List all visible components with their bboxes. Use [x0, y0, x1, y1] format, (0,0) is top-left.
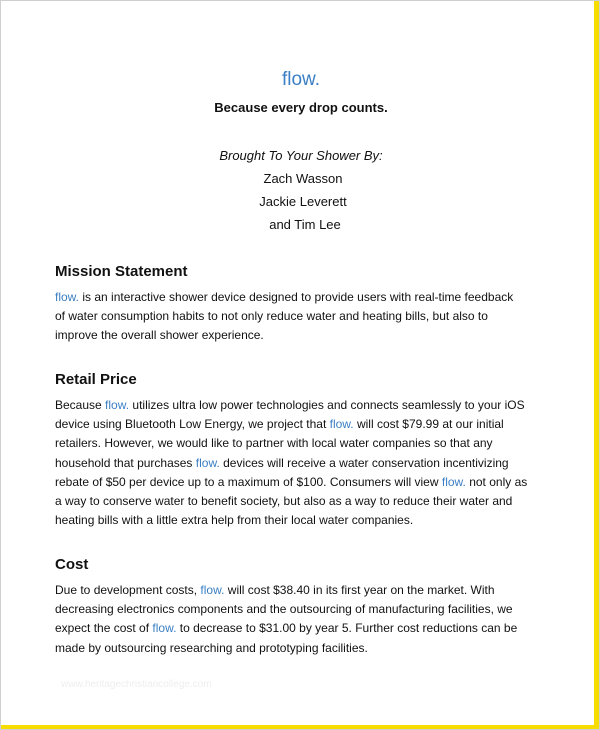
text-segment: expect the cost of: [55, 621, 153, 636]
bottom-accent-bar: [1, 725, 599, 729]
cost-paragraph: [55, 581, 555, 658]
retail-heading: Retail Price: [55, 371, 137, 388]
paragraph-line: [55, 639, 555, 658]
text-segment: utilizes ultra low power technologies and connects seamlessly to your iOS: [129, 398, 525, 412]
text-segment: made by outsourcing researching and prototyping facilities.: [55, 640, 368, 655]
paragraph-line: [55, 326, 555, 345]
brand-name: flow.: [329, 417, 354, 432]
text-segment: is an interactive shower device designed to provide users with real-time feedback: [79, 290, 514, 304]
paragraph-line: [55, 581, 555, 600]
text-segment: retailers. However, we would like to partner with local water companies so that any: [55, 436, 493, 451]
text-segment: heating bills with a little extra help from their local water companies.: [55, 513, 414, 528]
paragraph-line: [55, 492, 555, 511]
brand-name: flow.: [200, 583, 225, 597]
brought-by-line: Brought To Your Shower By:: [219, 148, 383, 163]
paragraph-line: [55, 434, 555, 453]
text-segment: device using Bluetooth Low Energy, we project that: [55, 417, 330, 432]
paragraph-line: [55, 396, 555, 415]
text-segment: will cost $79.99 at our initial: [353, 417, 504, 432]
mission-paragraph: [55, 288, 555, 346]
author-name: Zach Wasson: [263, 171, 343, 186]
author-name: and Tim Lee: [269, 217, 341, 232]
text-segment: to decrease to $31.00 by year 5. Further cost reductions can be: [176, 621, 518, 636]
text-segment: rebate of $50 per device up to a maximum of $100. Consumers will view: [55, 474, 442, 489]
cost-heading: Cost: [55, 556, 89, 573]
tagline: Because every drop counts.: [214, 100, 388, 115]
text-segment: improve the overall shower experience.: [55, 328, 264, 343]
paragraph-line: [55, 511, 555, 530]
brand-name: flow.: [105, 398, 130, 412]
paragraph-line: [55, 454, 555, 473]
text-segment: a way to conserve water to benefit society, but also as a way to reduce their water and: [55, 494, 513, 509]
author-name: Jackie Leverett: [259, 194, 347, 209]
text-segment: household that purchases: [55, 455, 196, 470]
paragraph-line: [55, 307, 555, 326]
brand-name: flow.: [152, 621, 177, 636]
paragraph-line: [55, 473, 555, 492]
paragraph-line: [55, 415, 555, 434]
text-segment: Because: [55, 398, 106, 412]
text-segment: devices will receive a water conservation incentivizing: [219, 455, 509, 470]
paragraph-line: [55, 619, 555, 638]
brand-name: flow.: [441, 474, 466, 489]
text-segment: not only as: [465, 474, 528, 489]
text-segment: decreasing electronics components and the outsourcing of manufacturing facilities, we: [55, 602, 513, 617]
text-segment: will cost $38.40 in its first year on the market. With: [224, 583, 495, 597]
retail-paragraph: [55, 396, 555, 530]
watermark: www.heritagechristiancollege.com: [61, 679, 212, 690]
text-segment: of water consumption habits to not only reduce water and heating bills, but also to: [55, 309, 488, 324]
text-segment: Due to development costs,: [55, 583, 201, 597]
paragraph-line: [55, 600, 555, 619]
brand-name: flow.: [55, 290, 80, 304]
brand-name: flow.: [195, 455, 220, 470]
paragraph-line: [55, 288, 555, 307]
document-title: flow.: [281, 69, 321, 90]
mission-heading: Mission Statement: [55, 263, 188, 280]
